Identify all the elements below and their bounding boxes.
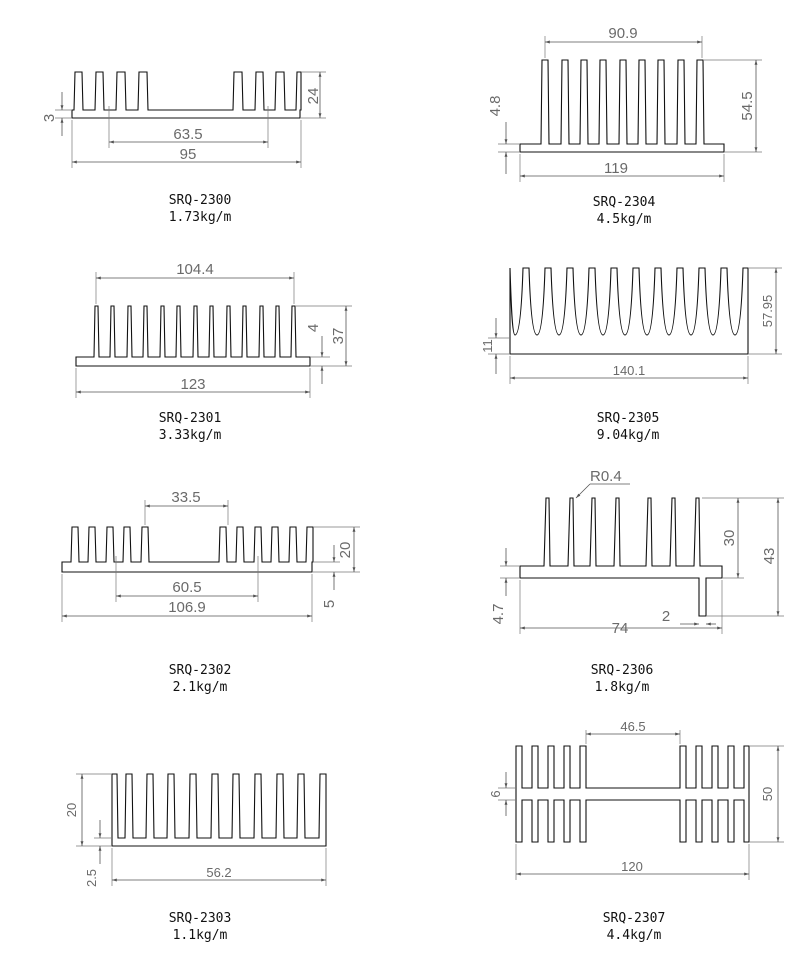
dim-height: 57.95 — [760, 294, 775, 328]
dim-width: 119 — [604, 160, 628, 177]
heatsink-outline-2307 — [516, 746, 749, 842]
weight-label: 4.4kg/m — [606, 928, 662, 943]
caption-srq-2305 — [528, 410, 728, 444]
weight-label: 1.1kg/m — [172, 928, 228, 943]
dim-height: 20 — [64, 802, 79, 818]
caption-srq-2303 — [100, 910, 300, 944]
model-label: SRQ-2307 — [602, 911, 666, 926]
heatsink-outline-2301 — [76, 306, 310, 366]
dim-height: 43 — [761, 547, 778, 565]
dim-width: 106.9 — [168, 599, 206, 616]
model-label: SRQ-2306 — [590, 663, 654, 678]
model-label: SRQ-2300 — [168, 193, 232, 208]
heatsink-outline-2305 — [510, 268, 748, 354]
dim-base: 3 — [41, 113, 58, 123]
dim-base: 4 — [305, 323, 322, 333]
caption-srq-2304 — [524, 194, 724, 228]
dim-fin-height: 30 — [721, 529, 738, 547]
heatsink-outline-2300 — [72, 72, 301, 118]
caption-srq-2306 — [522, 662, 722, 696]
dim-gap: 33.5 — [171, 489, 201, 506]
dim-gap: 46.5 — [620, 719, 646, 734]
dim-center-span: 63.5 — [173, 126, 203, 143]
dim-height: 54.5 — [739, 91, 756, 121]
model-label: SRQ-2302 — [168, 663, 232, 678]
profile-srq-2307 — [488, 719, 784, 880]
weight-label: 4.5kg/m — [596, 212, 652, 227]
model-label: SRQ-2301 — [158, 411, 222, 426]
weight-label: 2.1kg/m — [172, 680, 228, 695]
dim-base: 2.5 — [84, 868, 99, 888]
dim-height: 50 — [760, 786, 775, 802]
dim-width: 56.2 — [206, 865, 232, 880]
profile-srq-2300 — [41, 72, 326, 168]
caption-srq-2302 — [100, 662, 300, 696]
dim-top-span: 90.9 — [608, 25, 638, 42]
dim-width: 95 — [179, 146, 197, 163]
caption-srq-2301 — [90, 410, 290, 444]
profile-srq-2305 — [480, 268, 782, 384]
dim-width: 140.1 — [612, 363, 646, 378]
model-label: SRQ-2303 — [168, 911, 232, 926]
dim-width: 74 — [611, 620, 629, 637]
weight-label: 1.8kg/m — [594, 680, 650, 695]
profile-srq-2303 — [64, 774, 326, 887]
model-label: SRQ-2305 — [596, 411, 660, 426]
dim-height: 37 — [330, 327, 347, 345]
profile-srq-2301 — [76, 261, 352, 398]
heatsink-outline-2303 — [112, 774, 326, 846]
dim-top-span: 104.4 — [176, 261, 214, 278]
dim-base: 4.8 — [487, 95, 504, 117]
dim-height: 20 — [337, 541, 354, 559]
dim-height: 24 — [305, 87, 322, 105]
model-label: SRQ-2304 — [592, 195, 656, 210]
heatsink-outline-2304 — [520, 60, 724, 152]
profile-srq-2302 — [62, 489, 360, 622]
weight-label: 9.04kg/m — [596, 428, 660, 443]
dim-center-span: 60.5 — [172, 579, 202, 596]
weight-label: 3.33kg/m — [158, 428, 222, 443]
dim-base: 5 — [321, 599, 338, 609]
dim-tab: 2 — [661, 608, 671, 625]
dim-width: 120 — [621, 859, 643, 874]
profile-srq-2306 — [490, 468, 784, 637]
dim-base: 11 — [480, 339, 495, 353]
caption-srq-2307 — [534, 910, 734, 944]
dim-radius: R0.4 — [590, 468, 622, 485]
heatsink-outline-2306 — [520, 498, 722, 616]
heatsink-outline-2302 — [62, 527, 313, 572]
dim-width: 123 — [180, 376, 206, 393]
weight-label: 1.73kg/m — [168, 210, 232, 225]
profile-srq-2304 — [487, 25, 762, 182]
dim-base: 4.7 — [490, 603, 507, 625]
dim-base: 6 — [488, 790, 503, 798]
caption-srq-2300 — [100, 192, 300, 226]
